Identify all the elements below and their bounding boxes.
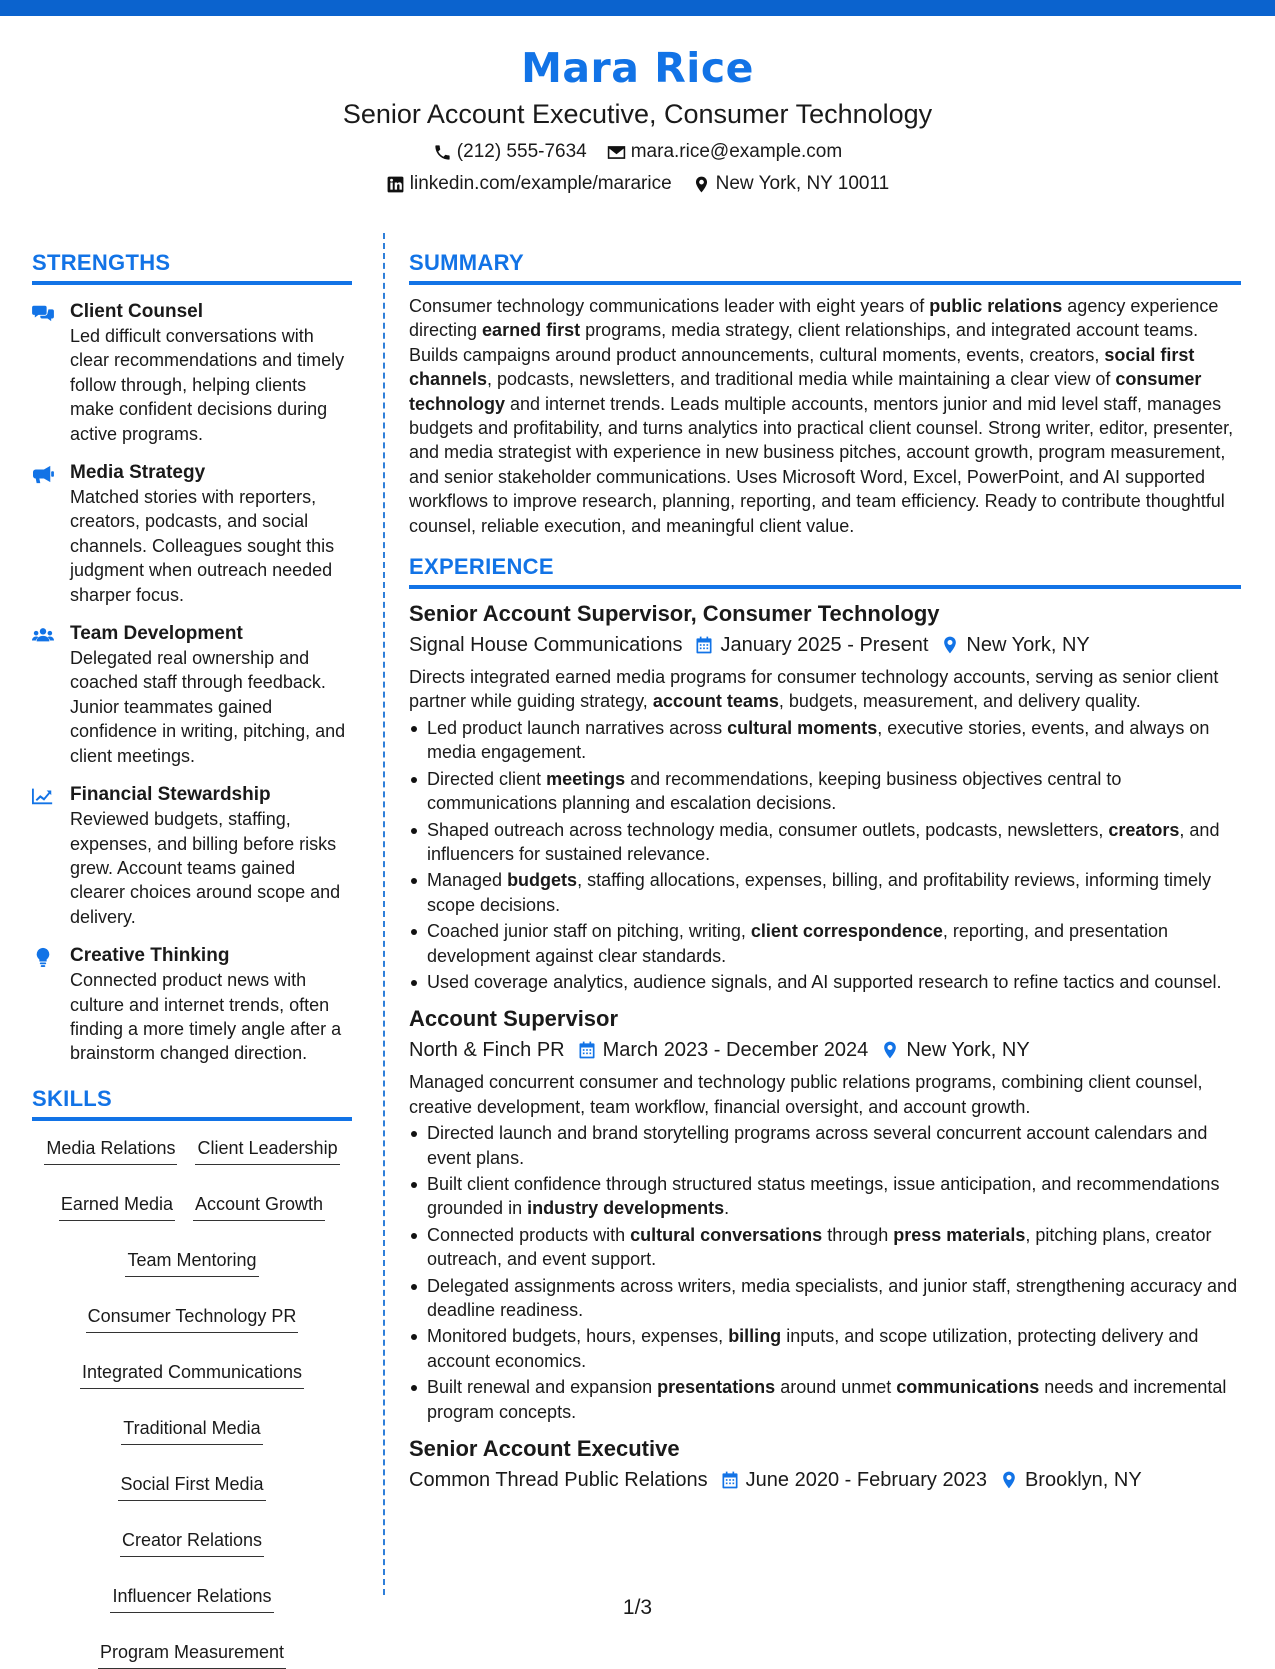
job-entry <box>409 1434 1241 1494</box>
resume-header <box>0 40 1275 196</box>
map-pin-icon <box>940 635 960 655</box>
map-pin-icon <box>999 1470 1019 1490</box>
users-icon <box>32 625 54 645</box>
strength-title: Media Strategy <box>70 462 206 484</box>
linkedin-contact[interactable] <box>386 172 672 196</box>
strength-item <box>32 782 352 929</box>
skills-heading: SKILLS <box>32 1084 352 1121</box>
linkedin-text: linkedin.com/example/mararice <box>409 173 672 194</box>
strength-title: Creative Thinking <box>70 945 230 967</box>
left-column <box>32 248 352 1669</box>
megaphone-icon <box>32 464 54 484</box>
job-title: Senior Account Executive <box>409 1436 680 1462</box>
location-text: New York, NY 10011 <box>715 173 890 194</box>
strength-desc: Connected product news with culture and internet trends, often finding a more timely angle after a brainstorm changed direction. <box>70 970 342 1064</box>
lightbulb-icon <box>32 947 54 967</box>
summary-heading: SUMMARY <box>409 248 1241 285</box>
strength-item <box>32 943 352 1066</box>
skill-tag: Integrated Communications <box>80 1357 304 1389</box>
strength-desc: Delegated real ownership and coached staff through feedback. Junior teammates gained confidence in writing, pitching, and client meetings. <box>70 648 346 766</box>
bullet-item: Built renewal and expansion presentations around unmet communications needs and incremental program concepts. <box>409 1375 1241 1424</box>
strengths-heading: STRENGTHS <box>32 248 352 285</box>
strength-item <box>32 460 352 607</box>
bullet-item: Directed client meetings and recommendations, keeping business objectives central to communications planning and escalation decisions. <box>409 767 1241 816</box>
skill-tag: Program Measurement <box>98 1637 286 1669</box>
job-meta <box>409 1036 1241 1064</box>
column-divider <box>383 233 385 1595</box>
calendar-icon <box>694 635 714 655</box>
company-name: Common Thread Public Relations <box>409 1469 708 1492</box>
contact-row-2 <box>0 172 1275 196</box>
contact-row-1 <box>0 140 1275 164</box>
job-dates: June 2020 - February 2023 <box>720 1466 987 1494</box>
skill-tag: Social First Media <box>118 1469 265 1501</box>
candidate-name: Mara Rice <box>521 44 754 92</box>
bullet-item: Connected products with cultural conversations through press materials, pitching plans, creator outreach, and event support. <box>409 1223 1241 1272</box>
strength-title: Client Counsel <box>70 301 204 322</box>
job-meta <box>409 631 1241 659</box>
bullet-item: Used coverage analytics, audience signals, and AI supported research to refine tactics and counsel. <box>409 970 1241 994</box>
bullet-item: Shaped outreach across technology media, consumer outlets, podcasts, newsletters, creators, and influencers for sustained relevance. <box>409 818 1241 867</box>
phone-contact <box>433 140 587 164</box>
job-entry <box>409 599 1241 994</box>
strength-title: Team Development <box>70 623 243 645</box>
calendar-icon <box>577 1040 597 1060</box>
email-contact[interactable] <box>607 140 842 164</box>
bullet-item: Managed budgets, staffing allocations, expenses, billing, and profitability reviews, informing timely scope decisions. <box>409 868 1241 917</box>
skills-list <box>32 1133 352 1669</box>
job-description: Managed concurrent consumer and technology public relations programs, combining client counsel, creative development, team workflow, financial oversight, and account growth. <box>409 1072 1203 1117</box>
skill-tag: Influencer Relations <box>110 1581 273 1613</box>
chart-line-icon <box>32 786 54 806</box>
bullet-item: Built client confidence through structured status meetings, issue anticipation, and recommendations grounded in industry developments. <box>409 1172 1241 1221</box>
strengths-list <box>32 299 352 1066</box>
job-title: Account Supervisor <box>409 1006 619 1032</box>
candidate-title: Senior Account Executive, Consumer Technology <box>342 99 933 129</box>
job-entry <box>409 1004 1241 1424</box>
skill-tag: Consumer Technology PR <box>86 1301 299 1333</box>
skill-tag: Client Leadership <box>195 1133 339 1165</box>
job-description: Directs integrated earned media programs for consumer technology accounts, serving as senior client partner while guiding strategy, account teams, budgets, measurement, and delivery quality. <box>409 667 1219 712</box>
bullet-item: Coached junior staff on pitching, writing, client correspondence, reporting, and presentation development against clear standards. <box>409 919 1241 968</box>
strength-desc: Led difficult conversations with clear recommendations and timely follow through, helping clients make confident decisions during active programs. <box>70 326 345 444</box>
comments-icon <box>32 303 54 323</box>
summary-text: Consumer technology communications leader with eight years of public relations agency experience directing earned first programs, media strategy, client relationships, and integrated account teams. Builds campaigns around product announcements, cultural moments, events, creators, social first channels, podcasts, newsletters, and traditional media while maintaining a clear view of consumer technology and internet trends. Leads multiple accounts, mentors junior and mid level staff, manages budgets and profitability, and turns analytics into practical client counsel. Strong writer, editor, presenter, and media strategist with experience in new business pitches, account growth, program measurement, and senior stakeholder communications. Uses Microsoft Word, Excel, PowerPoint, and AI supported workflows to improve research, planning, reporting, and team efficiency. Ready to contribute thoughtful counsel, reliable execution, and meaningful client value. <box>409 296 1234 536</box>
company-name: Signal House Communications <box>409 634 683 657</box>
bullet-item: Directed launch and brand storytelling programs across several concurrent account calendars and event plans. <box>409 1121 1241 1170</box>
strength-title: Financial Stewardship <box>70 784 271 806</box>
bullet-item: Led product launch narratives across cultural moments, executive stories, events, and always on media engagement. <box>409 716 1241 765</box>
skill-tag: Team Mentoring <box>125 1245 258 1277</box>
location-contact <box>692 172 890 196</box>
linkedin-icon <box>386 175 405 194</box>
bullet-item: Monitored budgets, hours, expenses, billing inputs, and scope utilization, protecting delivery and account economics. <box>409 1324 1241 1373</box>
strength-desc: Reviewed budgets, staffing, expenses, and billing before risks grew. Account teams gained clearer choices around scope and delivery. <box>70 809 341 927</box>
job-location: New York, NY <box>940 631 1089 659</box>
right-column <box>409 248 1241 1494</box>
skill-tag: Account Growth <box>193 1189 325 1221</box>
phone-icon <box>433 143 452 162</box>
map-pin-icon <box>692 175 711 194</box>
skill-tag: Media Relations <box>44 1133 177 1165</box>
job-title: Senior Account Supervisor, Consumer Technology <box>409 601 940 627</box>
strength-desc: Matched stories with reporters, creators, podcasts, and social channels. Colleagues sought this judgment when outreach needed sharper focus. <box>70 487 335 605</box>
experience-list <box>409 599 1241 1494</box>
job-meta <box>409 1466 1241 1494</box>
strength-item <box>32 621 352 768</box>
skill-tag: Creator Relations <box>120 1525 264 1557</box>
job-bullets <box>409 716 1241 994</box>
email-text: mara.rice@example.com <box>630 141 843 162</box>
job-location: New York, NY <box>880 1036 1029 1064</box>
phone-text: (212) 555-7634 <box>456 141 587 162</box>
top-accent-bar <box>0 0 1275 16</box>
bullet-item: Delegated assignments across writers, media specialists, and junior staff, strengthening accuracy and deadline readiness. <box>409 1274 1241 1323</box>
calendar-icon <box>720 1470 740 1490</box>
job-dates: January 2025 - Present <box>694 631 928 659</box>
skill-tag: Earned Media <box>59 1189 175 1221</box>
map-pin-icon <box>880 1040 900 1060</box>
company-name: North & Finch PR <box>409 1039 565 1062</box>
page-number: 1/3 <box>622 1596 653 1619</box>
skill-tag: Traditional Media <box>121 1413 262 1445</box>
job-bullets <box>409 1121 1241 1424</box>
experience-heading: EXPERIENCE <box>409 552 1241 589</box>
job-dates: March 2023 - December 2024 <box>577 1036 869 1064</box>
envelope-icon <box>607 143 626 162</box>
strength-item <box>32 299 352 446</box>
job-location: Brooklyn, NY <box>999 1466 1142 1494</box>
